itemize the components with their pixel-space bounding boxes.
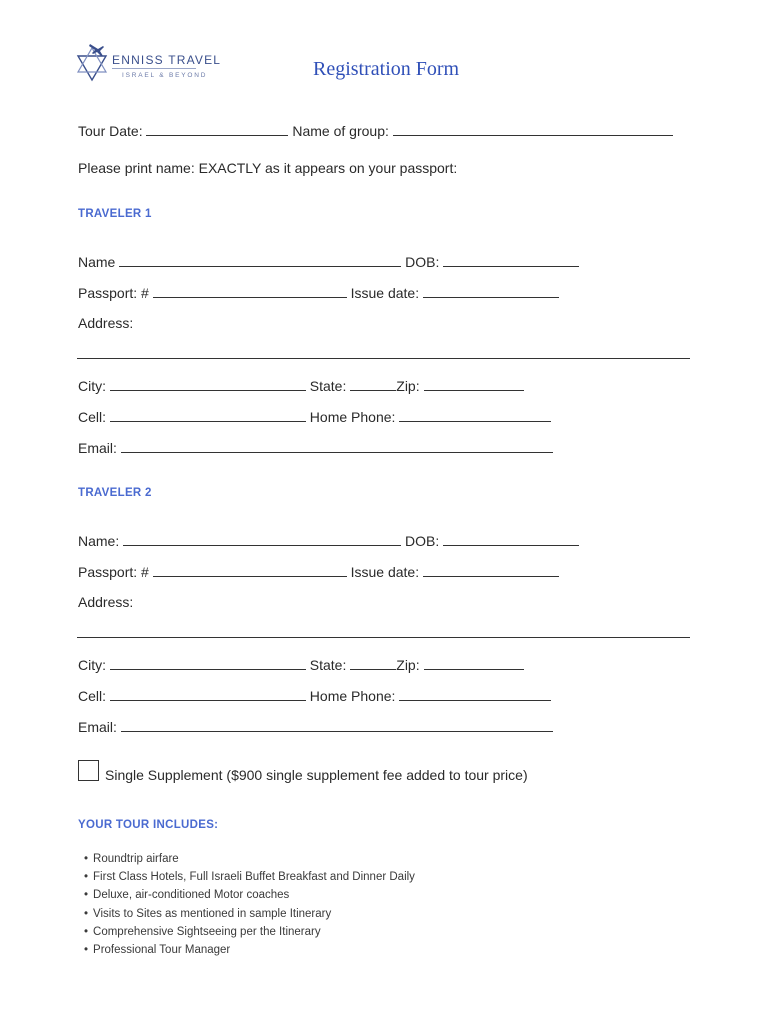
traveler1-zip-field[interactable] xyxy=(424,377,524,391)
star-of-david-airplane-icon xyxy=(72,40,112,84)
name-label: Name: xyxy=(78,533,120,549)
traveler2-passport-field[interactable] xyxy=(153,563,347,577)
passport-label: Passport: # xyxy=(78,564,149,580)
city-label: City: xyxy=(78,378,106,394)
traveler2-dob-field[interactable] xyxy=(443,532,579,546)
dob-label: DOB: xyxy=(405,254,440,270)
list-item: • Deluxe, air-conditioned Motor coaches xyxy=(84,886,415,904)
traveler2-heading: TRAVELER 2 xyxy=(78,487,152,499)
traveler2-city-field[interactable] xyxy=(110,656,306,670)
issue-date-label: Issue date: xyxy=(350,564,420,580)
traveler2-zip-field[interactable] xyxy=(424,656,524,670)
traveler1-name-row xyxy=(78,253,579,270)
traveler2-address-field[interactable] xyxy=(77,637,690,638)
traveler2-email-row xyxy=(78,718,553,735)
traveler2-passport-row xyxy=(78,563,559,580)
brand-tagline: ISRAEL & BEYOND xyxy=(122,72,208,79)
address-label: Address: xyxy=(78,315,134,331)
traveler2-cell-field[interactable] xyxy=(110,687,306,701)
city-label: City: xyxy=(78,657,106,673)
dob-label: DOB: xyxy=(405,533,440,549)
brand-divider xyxy=(112,68,196,69)
traveler2-state-field[interactable] xyxy=(350,656,396,670)
tour-date-row xyxy=(78,122,673,139)
list-item: • Comprehensive Sightseeing per the Itinerary xyxy=(84,923,415,941)
cell-label: Cell: xyxy=(78,409,107,425)
single-supplement-label: Single Supplement ($900 single supplement fee added to tour price) xyxy=(105,767,528,783)
traveler1-phone-row xyxy=(78,408,551,425)
passport-label: Passport: # xyxy=(78,285,149,301)
zip-label: Zip: xyxy=(396,657,420,673)
passport-instruction: Please print name: EXACTLY as it appears on your passport: xyxy=(78,160,458,176)
traveler2-city-row xyxy=(78,656,524,673)
list-item: • Professional Tour Manager xyxy=(84,941,415,959)
email-label: Email: xyxy=(78,719,117,735)
traveler2-name-field[interactable] xyxy=(123,532,401,546)
cell-label: Cell: xyxy=(78,688,107,704)
traveler1-issue-date-field[interactable] xyxy=(423,284,559,298)
list-item: • Visits to Sites as mentioned in sample Itinerary xyxy=(84,905,415,923)
list-item: • Roundtrip airfare xyxy=(84,850,415,868)
traveler1-passport-row xyxy=(78,284,559,301)
traveler1-city-field[interactable] xyxy=(110,377,306,391)
traveler1-passport-field[interactable] xyxy=(153,284,347,298)
traveler1-email-row xyxy=(78,439,553,456)
page-title: Registration Form xyxy=(313,58,460,80)
includes-list xyxy=(84,850,415,959)
list-item: • First Class Hotels, Full Israeli Buffet Breakfast and Dinner Daily xyxy=(84,868,415,886)
traveler2-home-phone-field[interactable] xyxy=(399,687,551,701)
traveler2-issue-date-field[interactable] xyxy=(423,563,559,577)
group-name-field[interactable] xyxy=(393,122,673,136)
issue-date-label: Issue date: xyxy=(350,285,420,301)
name-label: Name xyxy=(78,254,116,270)
group-name-label: Name of group: xyxy=(292,123,389,139)
traveler1-name-field[interactable] xyxy=(119,253,401,267)
single-supplement-checkbox[interactable] xyxy=(78,760,99,781)
includes-heading: YOUR TOUR INCLUDES: xyxy=(78,819,219,831)
brand-name: ENNISS TRAVEL xyxy=(112,53,222,67)
tour-date-label: Tour Date: xyxy=(78,123,143,139)
traveler1-address-field[interactable] xyxy=(77,358,690,359)
traveler1-state-field[interactable] xyxy=(350,377,396,391)
state-label: State: xyxy=(309,657,347,673)
address-label: Address: xyxy=(78,594,134,610)
email-label: Email: xyxy=(78,440,117,456)
traveler1-city-row xyxy=(78,377,524,394)
traveler1-heading: TRAVELER 1 xyxy=(78,208,152,220)
traveler1-home-phone-field[interactable] xyxy=(399,408,551,422)
traveler1-email-field[interactable] xyxy=(121,439,553,453)
traveler2-name-row xyxy=(78,532,579,549)
home-phone-label: Home Phone: xyxy=(309,688,396,704)
state-label: State: xyxy=(309,378,347,394)
traveler1-dob-field[interactable] xyxy=(443,253,579,267)
tour-date-field[interactable] xyxy=(146,122,288,136)
home-phone-label: Home Phone: xyxy=(309,409,396,425)
logo xyxy=(72,40,112,84)
zip-label: Zip: xyxy=(396,378,420,394)
traveler1-cell-field[interactable] xyxy=(110,408,306,422)
traveler2-phone-row xyxy=(78,687,551,704)
traveler2-email-field[interactable] xyxy=(121,718,553,732)
